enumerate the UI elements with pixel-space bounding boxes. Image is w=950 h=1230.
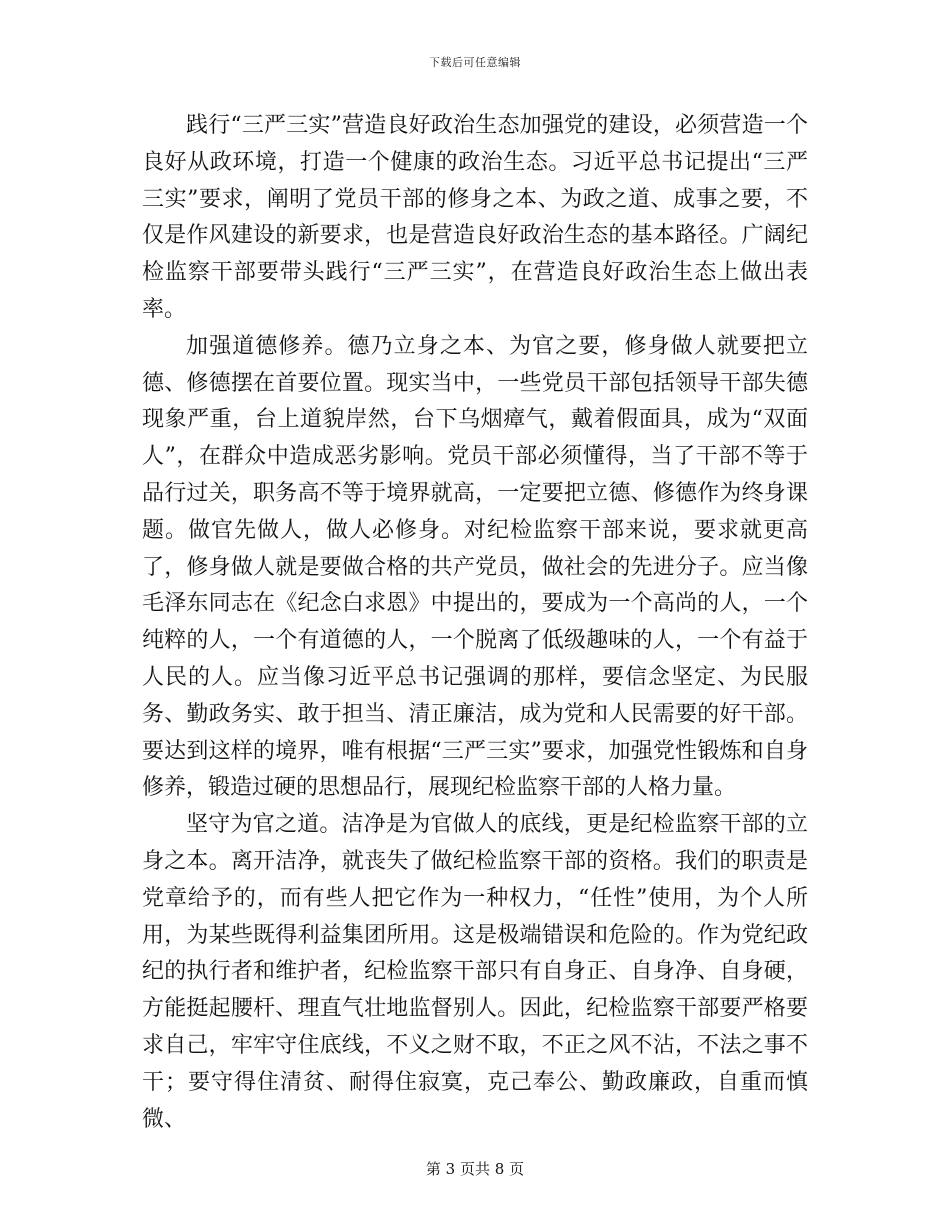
document-body bbox=[142, 108, 808, 1138]
page-number-footer: 第 3 页共 8 页 bbox=[425, 1160, 525, 1178]
page-header: 下载后可任意编辑 bbox=[429, 56, 521, 69]
paragraph-intro: 践行“三严三实”营造良好政治生态加强党的建设，必须营造一个良好从政环境，打造一个健康的政治生态。习近平总书记提出“三严三实”要求，阐明了党员干部的修身之本、为政之道、成事之要，不仅是作风建设的新要求，也是营造良好政治生态的基本路径。广阔纪检监察干部要带头践行“三严三实”，在营造良好政治生态上做出表率。 bbox=[142, 113, 808, 322]
paragraph-moral-cultivation: 加强道德修养。德乃立身之本、为官之要，修身做人就要把立德、修德摆在首要位置。现实当中，一些党员干部包括领导干部失德现象严重，台上道貌岸然，台下乌烟瘴气，戴着假面具，成为“双面人”，在群众中造成恶劣影响。党员干部必须懂得，当了干部不等于品行过关，职务高不等于境界就高，一定要把立德、修德作为终身课题。做官先做人，做人必修身。对纪检监察干部来说，要求就更高了，修身做人就是要做合格的共产党员，做社会的先进分子。应当像毛泽东同志在《纪念白求恩》中提出的，要成为一个高尚的人，一个纯粹的人，一个有道德的人，一个脱离了低级趣味的人，一个有益于人民的人。应当像习近平总书记强调的那样，要信念坚定、为民服务、勤政务实、敢于担当、清正廉洁，成为党和人民需要的好干部。要达到这样的境界，唯有根据“三严三实”要求，加强党性锻炼和自身修养，锻造过硬的思想品行，展现纪检监察干部的人格力量。 bbox=[142, 333, 808, 801]
paragraph-official-conduct: 坚守为官之道。洁净是为官做人的底线，更是纪检监察干部的立身之本。离开洁净，就丧失了做纪检监察干部的资格。我们的职责是党章给予的，而有些人把它作为一种权力，“任性”使用，为个人所用，为某些既得利益集团所用。这是极端错误和危险的。作为党纪政纪的执行者和维护者，纪检监察干部只有自身正、自身净、自身硬，方能挺起腰杆、理直气壮地监督别人。因此，纪检监察干部要严格要求自己，牢牢守住底线，不义之财不取，不正之风不沾，不法之事不干；要守得住清贫、耐得住寂寞，克己奉公、勤政廉政，自重而慎微、 bbox=[142, 812, 808, 1132]
